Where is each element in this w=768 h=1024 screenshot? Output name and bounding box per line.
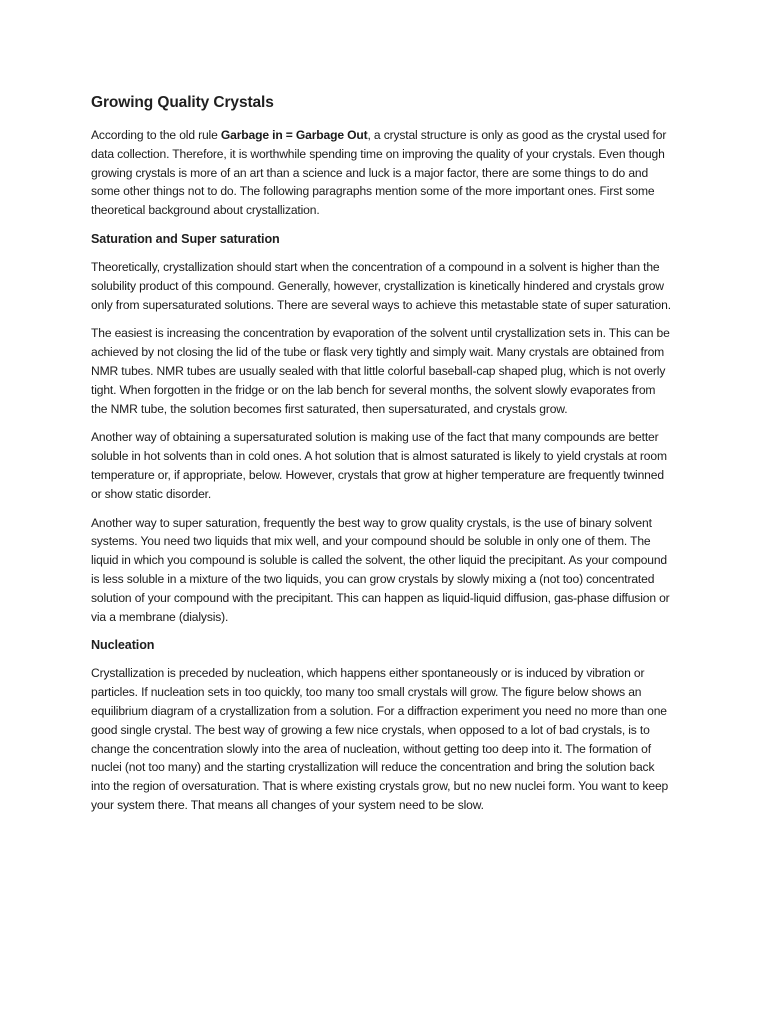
- intro-text-after: , a crystal structure is only as good as the crystal used for data collection. Therefore, it is worthwhile spending time on improving the quality of your crystals. Even though growing crystals is more of an art than a science and luck is a major factor, there are some things to do and some other things not to do. The following paragraphs mention some of the more important ones. First some theoretical background about crystallization.: [91, 128, 667, 218]
- saturation-paragraph-1: Theoretically, crystallization should start when the concentration of a compound in a solvent is higher than the solubility product of this compound. Generally, however, crystallization is kinetically hindered and crystals grow only from supersaturated solutions. There are several ways to achieve this metastable state of super saturation.: [91, 259, 671, 312]
- section-heading-nucleation: Nucleation: [91, 638, 155, 653]
- intro-paragraph: [91, 126, 672, 220]
- saturation-paragraph-4: Another way to super saturation, frequently the best way to grow quality crystals, is the use of binary solvent systems. You need two liquids that mix well, and your compound should be soluble in only one of them. The liquid in which you compound is soluble is called the solvent, the other liquid the precipitant. As your compound is less soluble in a mixture of the two liquids, you can grow crystals by slowly mixing a (not too) concentrated solution of your compound with the precipitant. This can happen as liquid-liquid diffusion, gas-phase diffusion or via a membrane (dialysis).: [91, 515, 670, 624]
- intro-text-before: According to the old rule: [91, 128, 221, 142]
- saturation-paragraph-2: The easiest is increasing the concentration by evaporation of the solvent until crystallization sets in. This can be achieved by not closing the lid of the tube or flask very tightly and simply wait. Many crystals are obtained from NMR tubes. NMR tubes are usually sealed with that little colorful baseball-cap shaped plug, which is not overly tight. When forgotten in the fridge or on the lab bench for several months, the solvent slowly evaporates from the NMR tube, the solution becomes first saturated, then supersaturated, and crystals grow.: [91, 326, 670, 416]
- intro-emphasis: Garbage in = Garbage Out: [220, 128, 368, 142]
- nucleation-paragraph-1: Crystallization is preceded by nucleation, which happens either spontaneously or is induced by vibration or particles. If nucleation sets in too quickly, too many too small crystals will grow. The figure below shows an equilibrium diagram of a crystallization from a solution. For a diffraction experiment you need no more than one good single crystal. The best way of growing a few nice crystals, when opposed to a lot of bad crystals, is to change the concentration slowly into the area of nucleation, without getting too deep into it. The formation of nuclei (not too many) and the starting crystallization will reduce the concentration and bring the solution back into the region of oversaturation. That is where existing crystals grow, but no new nuclei form. You want to keep your system there. That means all changes of your system need to be slow.: [91, 666, 669, 812]
- document-title: Growing Quality Crystals: [91, 94, 274, 111]
- section-heading-saturation: Saturation and Super saturation: [91, 231, 280, 246]
- saturation-paragraph-3: Another way of obtaining a supersaturated solution is making use of the fact that many compounds are better soluble in hot solvents than in cold ones. A hot solution that is almost saturated is likely to yield crystals at room temperature or, if appropriate, below. However, crystals that grow at higher temperature are frequently twinned or show static disorder.: [91, 430, 667, 501]
